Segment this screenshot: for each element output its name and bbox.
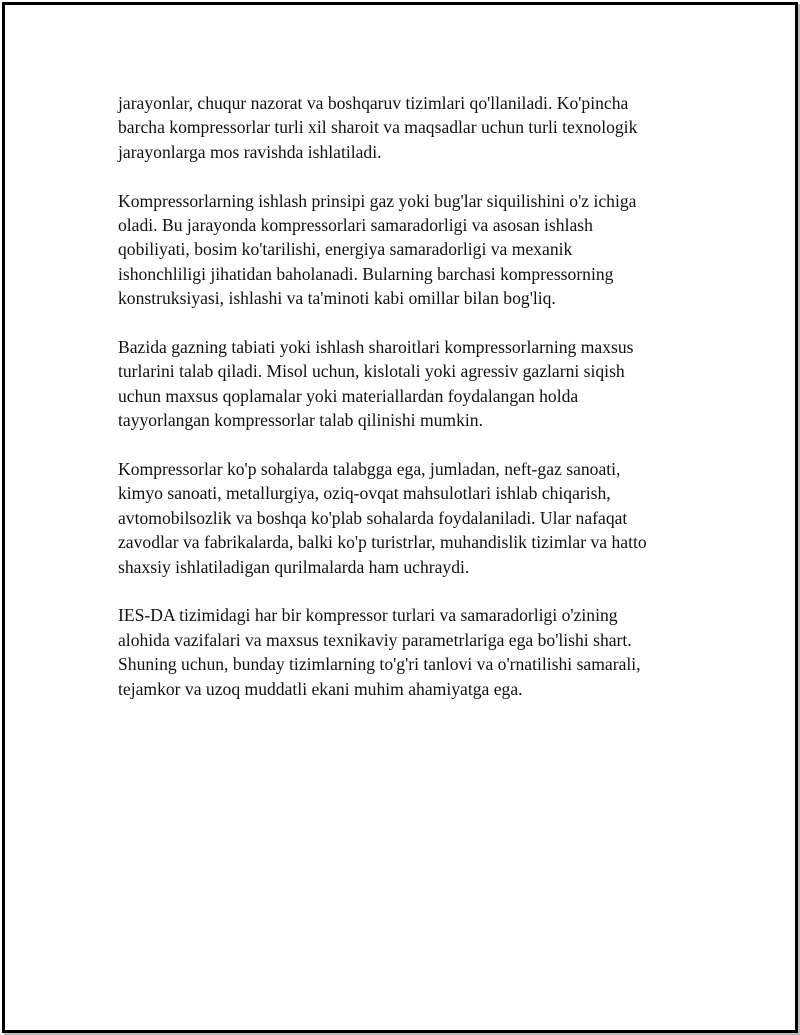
text-line: uchun maxsus qoplamalar yoki materiallardan foydalangan holda xyxy=(118,385,579,406)
text-line: Bazida gazning tabiati yoki ishlash sharoitlari kompressorlarning maxsus xyxy=(118,337,634,358)
paragraph xyxy=(118,335,698,433)
text-line: zavodlar va fabrikalarda, balki ko'p turistrlar, muhandislik tizimlar va hatto xyxy=(118,532,647,553)
text-line: shaxsiy ishlatiladigan qurilmalarda ham uchraydi. xyxy=(118,556,470,577)
text-line: oladi. Bu jarayonda kompressorlari samaradorligi va asosan ishlash xyxy=(118,215,593,236)
text-line: tejamkor va uzoq muddatli ekani muhim ahamiyatga ega. xyxy=(118,678,523,699)
text-line: barcha kompressorlar turli xil sharoit va maqsadlar uchun turli texnologik xyxy=(118,117,638,138)
paragraph xyxy=(118,189,698,311)
text-line: qobiliyati, bosim ko'tarilishi, energiya samaradorligi va mexanik xyxy=(118,239,573,260)
text-line: IES-DA tizimidagi har bir kompressor turlari va samaradorligi o'zining xyxy=(118,605,618,626)
paragraph xyxy=(118,603,698,701)
paragraph xyxy=(118,91,698,164)
text-line: tayyorlangan kompressorlar talab qilinishi mumkin. xyxy=(118,410,484,431)
text-line: jarayonlarga mos ravishda ishlatiladi. xyxy=(118,141,382,162)
text-line: alohida vazifalari va maxsus texnikaviy parametrlariga ega bo'lishi shart. xyxy=(118,629,632,650)
text-line: Shuning uchun, bunday tizimlarning to'g'ri tanlovi va o'rnatilishi samarali, xyxy=(118,654,641,675)
text-line: konstruksiyasi, ishlashi va ta'minoti kabi omillar bilan bog'liq. xyxy=(118,288,556,309)
paragraph xyxy=(118,457,698,579)
text-line: Kompressorlarning ishlash prinsipi gaz yoki bug'lar siquilishini o'z ichiga xyxy=(118,190,637,211)
text-line: ishonchliligi jihatidan baholanadi. Bularning barchasi kompressorning xyxy=(118,263,614,284)
document-body xyxy=(118,91,698,725)
text-line: jarayonlar, chuqur nazorat va boshqaruv tizimlari qo'llaniladi. Ko'pincha xyxy=(118,93,629,113)
text-line: turlarini talab qiladi. Misol uchun, kislotali yoki agressiv gazlarni siqish xyxy=(118,361,625,382)
text-line: Kompressorlar ko'p sohalarda talabgga ega, jumladan, neft-gaz sanoati, xyxy=(118,459,621,480)
text-line: kimyo sanoati, metallurgiya, oziq-ovqat mahsulotlari ishlab chiqarish, xyxy=(118,483,611,504)
text-line: avtomobilsozlik va boshqa ko'plab sohalarda foydalaniladi. Ular nafaqat xyxy=(118,507,628,528)
